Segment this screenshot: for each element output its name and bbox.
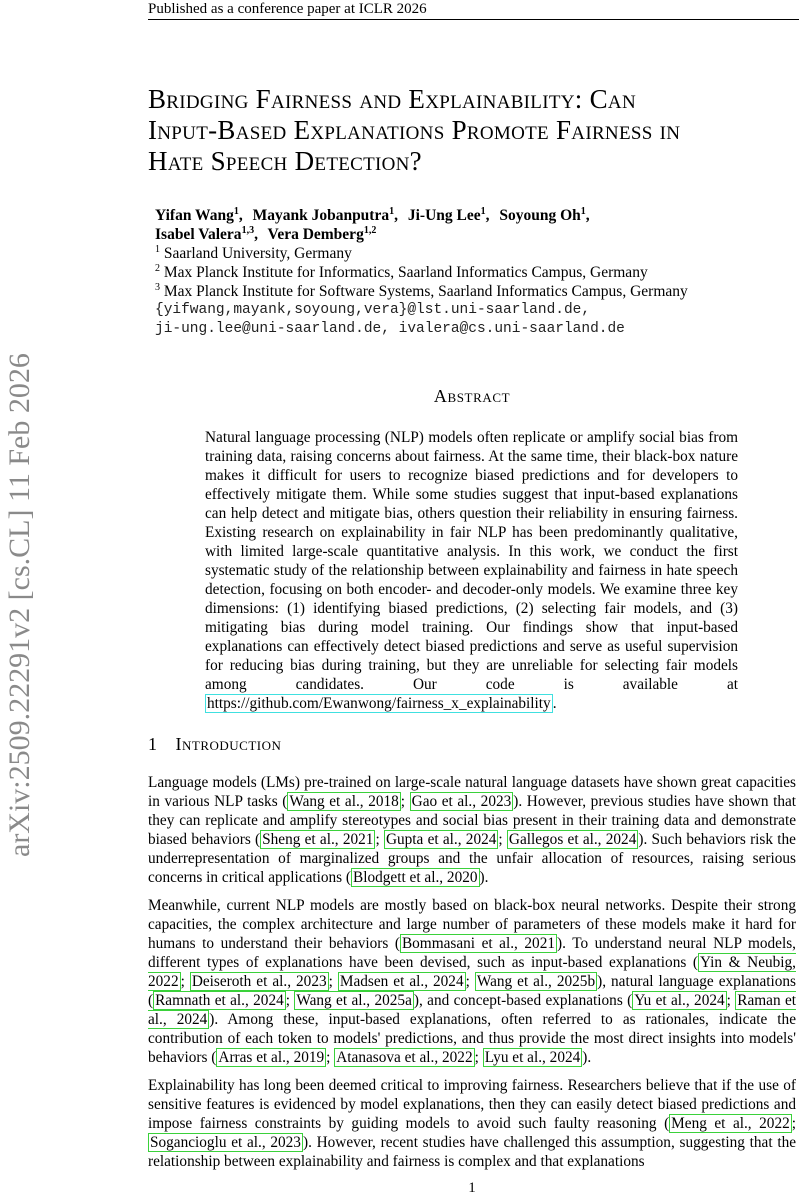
affiliation: $^3$ Max Planck Institute for Software Systems, Saarland Informatics Campus, Germany [155, 281, 688, 300]
citation-link[interactable]: Meng et al., 2022 [671, 1115, 790, 1132]
affiliation: $^1$ Saarland University, Germany [155, 243, 352, 262]
paragraph: Language models (LMs) pre-trained on large-scale natural language datasets have shown great capacities in various NLP tasks ( Wang et al., 2018 ; Gao et al., 2023 ). However, previous studies have shown that they can replicate and amplify stereotypes and social bias present in their training data and demonstrate biased behaviors ( Sheng et al., 2021 ; Gupta et al., 2024 ; Gallegos et al., 2024 ). Such behaviors risk the underrepresentation of marginalized groups and the unfair allocation of resources, raising serious concerns in critical applications ( Blodgett et al., 2020 ). [148, 774, 797, 886]
citation-link[interactable]: Arras et al., 2019 [218, 1049, 325, 1066]
citation-link[interactable]: Raman et al., 2024 [148, 992, 797, 1028]
section-heading-introduction [148, 734, 281, 755]
citation-link[interactable]: Madsen et al., 2024 [339, 973, 464, 990]
page-number: 1 [468, 1180, 476, 1196]
citation-link[interactable]: Wang et al., 2025a [296, 992, 412, 1009]
author-block [155, 206, 795, 339]
title-line-1: Bridging Fairness and Explainability: Can [148, 84, 636, 114]
author: Mayank Jobanputra$^1$, [252, 205, 398, 224]
arxiv-identifier-stamp: arXiv:2509.22291v2 [cs.CL] 11 Feb 2026 [3, 353, 36, 857]
citation-link[interactable]: Atanasova et al., 2022 [336, 1049, 473, 1066]
citation-link[interactable]: Wang et al., 2025b [476, 973, 596, 990]
introduction-body [148, 773, 796, 1180]
abstract-heading: Abstract [433, 386, 511, 406]
citation-link[interactable]: Sheng et al., 2021 [262, 831, 374, 848]
header-rule [148, 19, 799, 20]
author: Ji-Ung Lee$^1$, [407, 205, 490, 224]
citation-link[interactable]: Wang et al., 2018 [289, 793, 399, 810]
citation-link[interactable]: Lyu et al., 2024 [484, 1049, 581, 1066]
citation-link[interactable]: Ramnath et al., 2024 [155, 992, 284, 1009]
citation-link[interactable]: Gupta et al., 2024 [385, 831, 497, 848]
email-line-2: ji-ung.lee@uni-saarland.de, ivalera@cs.uni-saarland.de [155, 321, 625, 337]
citation-link[interactable]: Yin & Neubig, 2022 [148, 954, 797, 990]
citation-link[interactable]: Gallegos et al., 2024 [508, 831, 637, 848]
section-number: 1 [148, 734, 158, 754]
author: Yifan Wang$^1$, [155, 205, 243, 224]
paragraph: Explainability has long been deemed critical to improving fairness. Researchers believe that if the use of sensitive features is evidenced by model explanations, then they can easily detect biased predictions and impose fairness constraints by guiding models to avoid such faulty reasoning ( Meng et al., 2022 ; Sogancioglu et al., 2023 ). However, recent studies have challenged this assumption, suggesting that the relationship between explainability and fairness is complex and that explanations [148, 1077, 797, 1170]
paragraph: Meanwhile, current NLP models are mostly based on black-box neural networks. Despite their strong capacities, the complex architecture and large number of parameters of these models make it hard for humans to understand their behaviors ( Bommasani et al., 2021 ). To understand neural NLP models, different types of explanations have been devised, such as input-based explanations ( Yin & Neubig, 2022 ; Deiseroth et al., 2023 ; Madsen et al., 2024 ; Wang et al., 2025b ), natural language explanations ( Ramnath et al., 2024 ; Wang et al., 2025a ), and concept-based explanations ( Yu et al., 2024 ; Raman et al., 2024 ). Among these, input-based explanations, often referred to as rationales, indicate the contribution of each token to models' predictions, and thus provide the most direct insights into models' behaviors ( Arras et al., 2019 ; Atanasova et al., 2022 ; Lyu et al., 2024 ). [148, 897, 797, 1066]
citation-link[interactable]: Gao et al., 2023 [411, 793, 512, 810]
title-line-2: Input-Based Explanations Promote Fairness in [148, 115, 681, 145]
citation-link[interactable]: Yu et al., 2024 [634, 992, 725, 1009]
author: Vera Demberg$^{1,2}$ [267, 224, 377, 243]
paper-title [148, 84, 799, 177]
citation-link[interactable]: Deiseroth et al., 2023 [191, 973, 327, 990]
affiliation: $^2$ Max Planck Institute for Informatics, Saarland Informatics Campus, Germany [155, 262, 648, 281]
email-line-1: {yifwang,mayank,soyoung,vera}@lst.uni-saarland.de, [155, 302, 591, 318]
author-line-2 [155, 225, 795, 244]
abstract-body: Natural language processing (NLP) models often replicate or amplify social bias from training data, raising concerns about fairness. At the same time, their black-box nature makes it difficult for users to recognize biased predictions and for developers to effectively mitigate them. While some studies suggest that input-based explanations can help detect and mitigate bias, others question their reliability in ensuring fairness. Existing research on explainability in fair NLP has been predominantly qualitative, with limited large-scale quantitative analysis. In this work, we conduct the first systematic study of the relationship between explainability and fairness in hate speech detection, focusing on both encoder- and decoder-only models. We examine three key dimensions: (1) identifying biased predictions, (2) selecting fair models, and (3) mitigating bias during model training. Our findings show that input-based explanations can effectively detect biased predictions and serve as useful supervision for reducing bias during training, but they are unreliable for selecting fair models among candidates. Our code is available at https://github.com/Ewanwong/fairness_x_explainability . [205, 429, 738, 712]
title-line-3: Hate Speech Detection? [148, 146, 422, 176]
section-title-text: Introduction [175, 734, 282, 754]
author: Isabel Valera$^{1,3}$, [155, 224, 258, 243]
page-header: Published as a conference paper at ICLR 2026 [148, 1, 427, 17]
citation-link[interactable]: Bommasani et al., 2021 [401, 935, 555, 952]
author-line-1 [155, 206, 795, 225]
citation-link[interactable]: Blodgett et al., 2020 [353, 869, 478, 886]
author: Soyoung Oh$^1$, [499, 205, 590, 224]
citation-link[interactable]: Sogancioglu et al., 2023 [150, 1134, 301, 1151]
code-repository-link[interactable]: https://github.com/Ewanwong/fairness_x_explainability [207, 695, 551, 712]
